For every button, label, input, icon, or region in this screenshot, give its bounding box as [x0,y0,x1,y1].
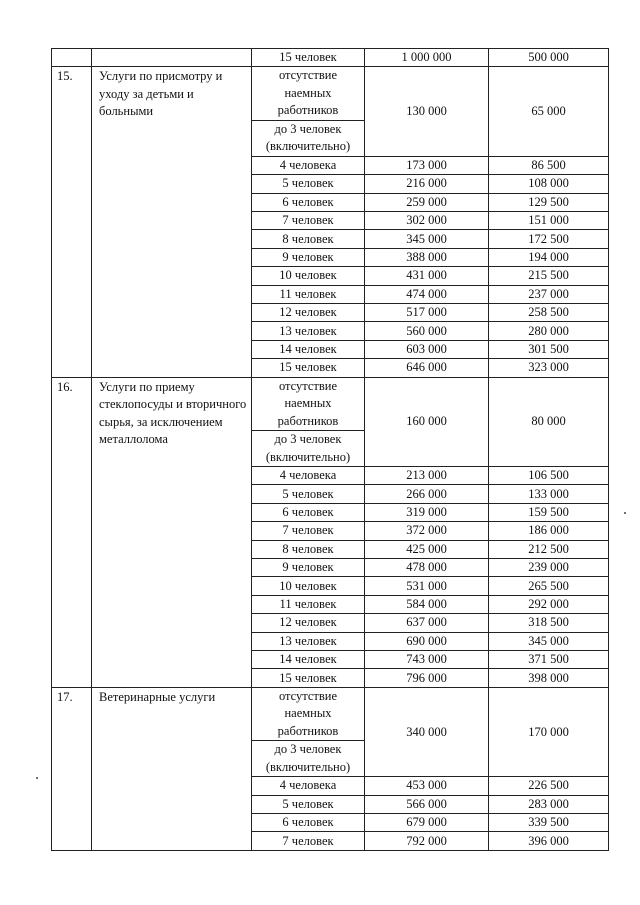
size-cell: 5 человек [252,175,365,193]
size-cell: 10 человек [252,267,365,285]
size-cell: 4 человека [252,777,365,795]
value2-cell: 80 000 [489,377,609,467]
size-cell: 10 человек [252,577,365,595]
service-name: Ветеринарные услуги [92,687,252,850]
value2-cell: 345 000 [489,632,609,650]
value2-cell: 186 000 [489,522,609,540]
size-cell: 15 человек [252,669,365,687]
size-cell: 14 человек [252,650,365,668]
value1-cell: 425 000 [365,540,489,558]
value1-cell: 566 000 [365,795,489,813]
value2-cell: 170 000 [489,687,609,777]
size-cell: 15 человек [252,49,365,67]
value2-cell: 283 000 [489,795,609,813]
size-cell: 15 человек [252,359,365,377]
value2-cell: 215 500 [489,267,609,285]
section-row [52,67,609,121]
section-number: 15. [52,67,92,377]
scan-speck [36,777,38,779]
value2-cell: 396 000 [489,832,609,850]
size-cell: 11 человек [252,285,365,303]
value2-cell: 172 500 [489,230,609,248]
size-cell: 9 человек [252,248,365,266]
size-cell: 8 человек [252,540,365,558]
value1-cell: 646 000 [365,359,489,377]
value1-cell: 319 000 [365,503,489,521]
size-cell: 7 человек [252,212,365,230]
size-up-to-3: до 3 человек (включительно) [252,120,365,156]
value1-cell: 531 000 [365,577,489,595]
scan-speck [624,512,626,514]
value1-cell: 266 000 [365,485,489,503]
value2-cell: 65 000 [489,67,609,157]
value1-cell: 679 000 [365,814,489,832]
value2-cell: 237 000 [489,285,609,303]
value2-cell: 86 500 [489,156,609,174]
value1-cell: 173 000 [365,156,489,174]
size-cell: 4 человека [252,467,365,485]
value2-cell: 159 500 [489,503,609,521]
size-cell: 6 человек [252,503,365,521]
value1-cell: 474 000 [365,285,489,303]
value1-cell: 637 000 [365,614,489,632]
size-cell: 6 человек [252,193,365,211]
value2-cell: 301 500 [489,340,609,358]
value1-cell: 1 000 000 [365,49,489,67]
value2-cell: 239 000 [489,559,609,577]
value2-cell: 151 000 [489,212,609,230]
value2-cell: 500 000 [489,49,609,67]
size-no-employees: отсутствие наемных работников [252,67,365,121]
value2-cell: 339 500 [489,814,609,832]
value2-cell: 194 000 [489,248,609,266]
value1-cell: 216 000 [365,175,489,193]
size-up-to-3: до 3 человек (включительно) [252,431,365,467]
size-cell: 5 человек [252,795,365,813]
value2-cell: 398 000 [489,669,609,687]
value2-cell: 258 500 [489,304,609,322]
value2-cell: 129 500 [489,193,609,211]
value1-cell: 130 000 [365,67,489,157]
value2-cell: 323 000 [489,359,609,377]
table-row [52,49,609,67]
value1-cell: 560 000 [365,322,489,340]
value1-cell: 603 000 [365,340,489,358]
value1-cell: 584 000 [365,595,489,613]
number-cell [52,49,92,67]
value1-cell: 453 000 [365,777,489,795]
size-cell: 5 человек [252,485,365,503]
value2-cell: 108 000 [489,175,609,193]
value2-cell: 292 000 [489,595,609,613]
value1-cell: 431 000 [365,267,489,285]
value1-cell: 372 000 [365,522,489,540]
value2-cell: 226 500 [489,777,609,795]
value1-cell: 259 000 [365,193,489,211]
value1-cell: 302 000 [365,212,489,230]
service-name: Услуги по приему стеклопосуды и вторичного сырья, за исключением металлолома [92,377,252,687]
size-no-employees: отсутствие наемных работников [252,377,365,431]
value1-cell: 517 000 [365,304,489,322]
value1-cell: 478 000 [365,559,489,577]
value1-cell: 213 000 [365,467,489,485]
size-cell: 12 человек [252,614,365,632]
size-cell: 7 человек [252,832,365,850]
service-name: Услуги по присмотру и уходу за детьми и больными [92,67,252,377]
value2-cell: 133 000 [489,485,609,503]
size-cell: 13 человек [252,322,365,340]
size-cell: 12 человек [252,304,365,322]
size-cell: 9 человек [252,559,365,577]
size-cell: 6 человек [252,814,365,832]
tariff-table-body [52,49,609,851]
value1-cell: 388 000 [365,248,489,266]
value1-cell: 792 000 [365,832,489,850]
size-up-to-3: до 3 человек (включительно) [252,741,365,777]
value1-cell: 340 000 [365,687,489,777]
tariff-table [51,48,609,851]
section-number: 17. [52,687,92,850]
section-number: 16. [52,377,92,687]
size-cell: 11 человек [252,595,365,613]
value1-cell: 690 000 [365,632,489,650]
value2-cell: 212 500 [489,540,609,558]
value2-cell: 318 500 [489,614,609,632]
value2-cell: 371 500 [489,650,609,668]
service-cell [92,49,252,67]
section-row [52,377,609,431]
value1-cell: 796 000 [365,669,489,687]
value1-cell: 345 000 [365,230,489,248]
size-cell: 4 человека [252,156,365,174]
size-cell: 8 человек [252,230,365,248]
value2-cell: 265 500 [489,577,609,595]
value1-cell: 160 000 [365,377,489,467]
value2-cell: 106 500 [489,467,609,485]
value1-cell: 743 000 [365,650,489,668]
size-cell: 13 человек [252,632,365,650]
value2-cell: 280 000 [489,322,609,340]
size-cell: 14 человек [252,340,365,358]
section-row [52,687,609,741]
size-no-employees: отсутствие наемных работников [252,687,365,741]
size-cell: 7 человек [252,522,365,540]
